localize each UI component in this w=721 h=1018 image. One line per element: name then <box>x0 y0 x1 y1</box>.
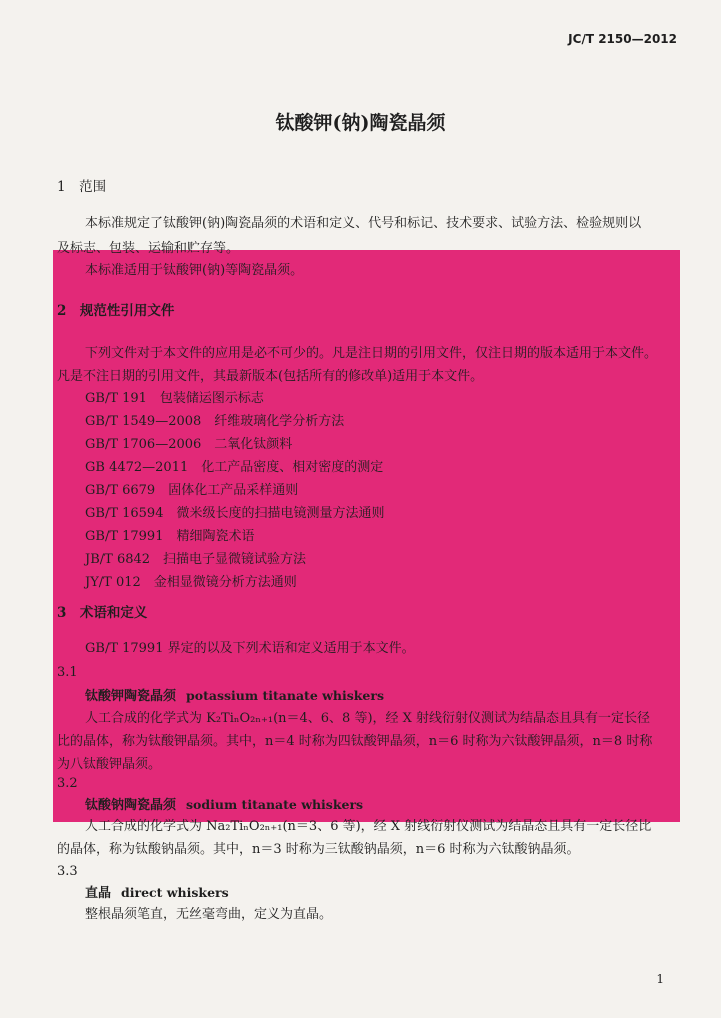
term-3-1-number: 3.1 <box>57 665 78 680</box>
term-3-2-line-1: 人工合成的化学式为 Na₂TiₙO₂ₙ₊₁(n＝3、6 等)，经 X 射线衍射仪测试为结晶态且具有一定长径比 <box>85 819 652 834</box>
section-1-heading: 1 范围 <box>57 179 107 195</box>
term-zh: 直晶 <box>85 886 112 901</box>
ref-item: GB/T 16594 微米级长度的扫描电镜测量方法通则 <box>85 506 385 521</box>
s1-paragraph-line-2: 及标志、包装、运输和贮存等。 <box>57 241 240 256</box>
s1-paragraph-line-1: 本标准规定了钛酸钾(钠)陶瓷晶须的术语和定义、代号和标记、技术要求、试验方法、检验规则以 <box>85 216 642 231</box>
ref-item: GB 4472—2011 化工产品密度、相对密度的测定 <box>85 460 384 475</box>
ref-item: GB/T 1706—2006 二氧化钛颜料 <box>85 437 293 452</box>
s2-paragraph-line-1: 下列文件对于本文件的应用是必不可少的。凡是注日期的引用文件，仅注日期的版本适用于本文件。 <box>85 346 658 361</box>
section-3-heading: 3 术语和定义 <box>57 605 148 621</box>
term-3-1-title <box>85 687 384 706</box>
term-3-3-line-1: 整根晶须笔直，无丝毫弯曲，定义为直晶。 <box>85 907 333 922</box>
term-3-1-line-2: 比的晶体，称为钛酸钾晶须。其中，n＝4 时称为四钛酸钾晶须，n＝6 时称为六钛酸钾晶须，n＝8 时称 <box>57 734 653 749</box>
term-en: direct whiskers <box>121 885 229 900</box>
term-3-3-title <box>85 884 229 903</box>
term-3-1-line-3: 为八钛酸钾晶须。 <box>57 757 162 772</box>
s1-paragraph-2: 本标准适用于钛酸钾(钠)等陶瓷晶须。 <box>85 263 304 278</box>
term-3-3-number: 3.3 <box>57 864 78 879</box>
ref-item: GB/T 17991 精细陶瓷术语 <box>85 529 255 544</box>
term-3-2-title <box>85 796 363 815</box>
ref-item: JY/T 012 金相显微镜分析方法通则 <box>85 575 297 590</box>
standard-code: JC/T 2150—2012 <box>568 32 677 46</box>
term-zh: 钛酸钾陶瓷晶须 <box>85 689 177 704</box>
term-zh: 钛酸钠陶瓷晶须 <box>85 798 177 813</box>
section-2-heading: 2 规范性引用文件 <box>57 303 175 319</box>
term-en: potassium titanate whiskers <box>186 688 384 703</box>
ref-item: GB/T 6679 固体化工产品采样通则 <box>85 483 299 498</box>
ref-item: GB/T 191 包装储运图示标志 <box>85 391 264 406</box>
term-3-2-line-2: 的晶体，称为钛酸钠晶须。其中，n＝3 时称为三钛酸钠晶须，n＝6 时称为六钛酸钠晶须。 <box>57 842 580 857</box>
document-title: 钛酸钾(钠)陶瓷晶须 <box>275 112 446 134</box>
ref-item: JB/T 6842 扫描电子显微镜试验方法 <box>85 552 307 567</box>
term-3-2-number: 3.2 <box>57 776 78 791</box>
term-en: sodium titanate whiskers <box>186 797 364 812</box>
term-3-1-line-1: 人工合成的化学式为 K₂TiₙO₂ₙ₊₁(n＝4、6、8 等)，经 X 射线衍射仪测试为结晶态且具有一定长径 <box>85 711 651 726</box>
ref-item: GB/T 1549—2008 纤维玻璃化学分析方法 <box>85 414 345 429</box>
page-number: 1 <box>656 972 664 986</box>
s2-paragraph-line-2: 凡是不注日期的引用文件，其最新版本(包括所有的修改单)适用于本文件。 <box>57 369 484 384</box>
s3-intro: GB/T 17991 界定的以及下列术语和定义适用于本文件。 <box>85 641 415 656</box>
